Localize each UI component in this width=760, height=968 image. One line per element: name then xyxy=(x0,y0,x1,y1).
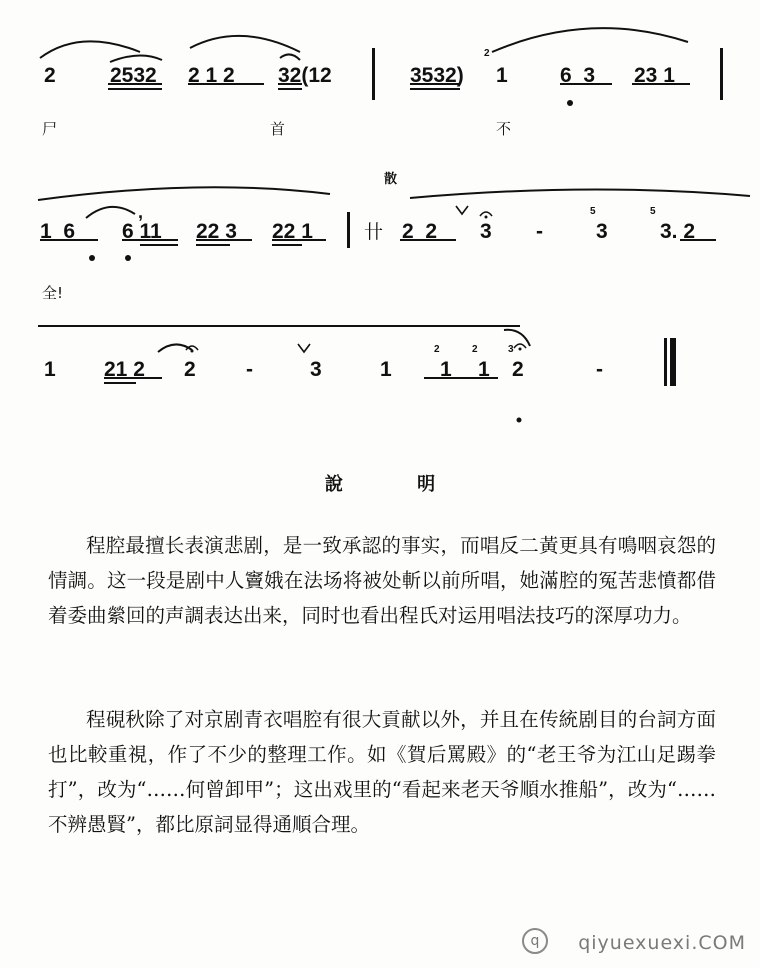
note: 2 xyxy=(184,358,196,381)
grace-note: 5 xyxy=(590,206,596,217)
note: 22 3 xyxy=(196,220,237,243)
grace-note: 3 xyxy=(508,344,514,355)
note: 23 1 xyxy=(634,64,675,87)
note: 1 xyxy=(380,358,392,381)
note: 3 xyxy=(480,220,492,243)
note: 1 6 xyxy=(40,220,76,243)
note: - xyxy=(536,220,543,243)
note: - xyxy=(246,358,253,381)
grace-note: 2 xyxy=(472,344,478,355)
note: 6 3 xyxy=(560,64,596,87)
note: 2 1 2 xyxy=(188,64,235,87)
note: 卄 xyxy=(364,221,384,243)
note: 1 xyxy=(478,358,490,381)
breath-mark: , xyxy=(138,202,144,222)
note: 22 1 xyxy=(272,220,313,243)
lyric: 不 xyxy=(496,120,512,138)
note: 32(12 xyxy=(278,64,332,87)
note: 1 xyxy=(440,358,452,381)
note: 1 xyxy=(44,358,56,381)
note: 3532) xyxy=(410,64,464,87)
note: 2 xyxy=(512,358,524,381)
note: 3. 2 xyxy=(660,220,696,243)
note: 2 xyxy=(44,64,56,87)
tempo-marking: 散 xyxy=(384,172,398,187)
note: 2 2 xyxy=(402,220,438,243)
note: - xyxy=(596,358,603,381)
music-score xyxy=(0,0,760,440)
note: 21 2 xyxy=(104,358,145,381)
paragraph: 程硯秋除了对京剧青衣唱腔有很大貢献以外，并且在传統剧目的台詞方面也比較重視，作了不少的整理工作。如《賀后罵殿》的“老王爷为江山足踢拳打”，改为“……何曾卸甲”；这出戏里的“看起来老天爷順水推船”，改为“……不辨愚賢”，都比原詞显得通順合理。 xyxy=(48,708,716,836)
grace-note: 5 xyxy=(650,206,656,217)
grace-note: 2 xyxy=(434,344,440,355)
note: 2532 xyxy=(110,64,157,87)
note: 1 xyxy=(496,64,508,87)
note: 3 xyxy=(596,220,608,243)
lyric: 首 xyxy=(270,120,286,138)
note: 3 xyxy=(310,358,322,381)
note: 6 11 xyxy=(122,220,162,243)
watermark-logo: q xyxy=(522,928,548,954)
section-title: 說 明 xyxy=(324,474,470,495)
lyric: 尸 xyxy=(42,120,58,138)
watermark-text: qiyuexuexi.COM xyxy=(578,932,746,954)
grace-note: 2 xyxy=(484,48,490,59)
lyric: 全! xyxy=(42,284,64,302)
paragraph: 程腔最擅长表演悲剧，是一致承認的事实，而唱反二黃更具有鳴咽哀怨的情調。这一段是剧中人竇娥在法场将被处斬以前所唱，她滿腔的冤苦悲憤都借着委曲縈回的声調表达出来，同时也看出程氏对运用唱法技巧的深厚功力。 xyxy=(48,534,716,627)
